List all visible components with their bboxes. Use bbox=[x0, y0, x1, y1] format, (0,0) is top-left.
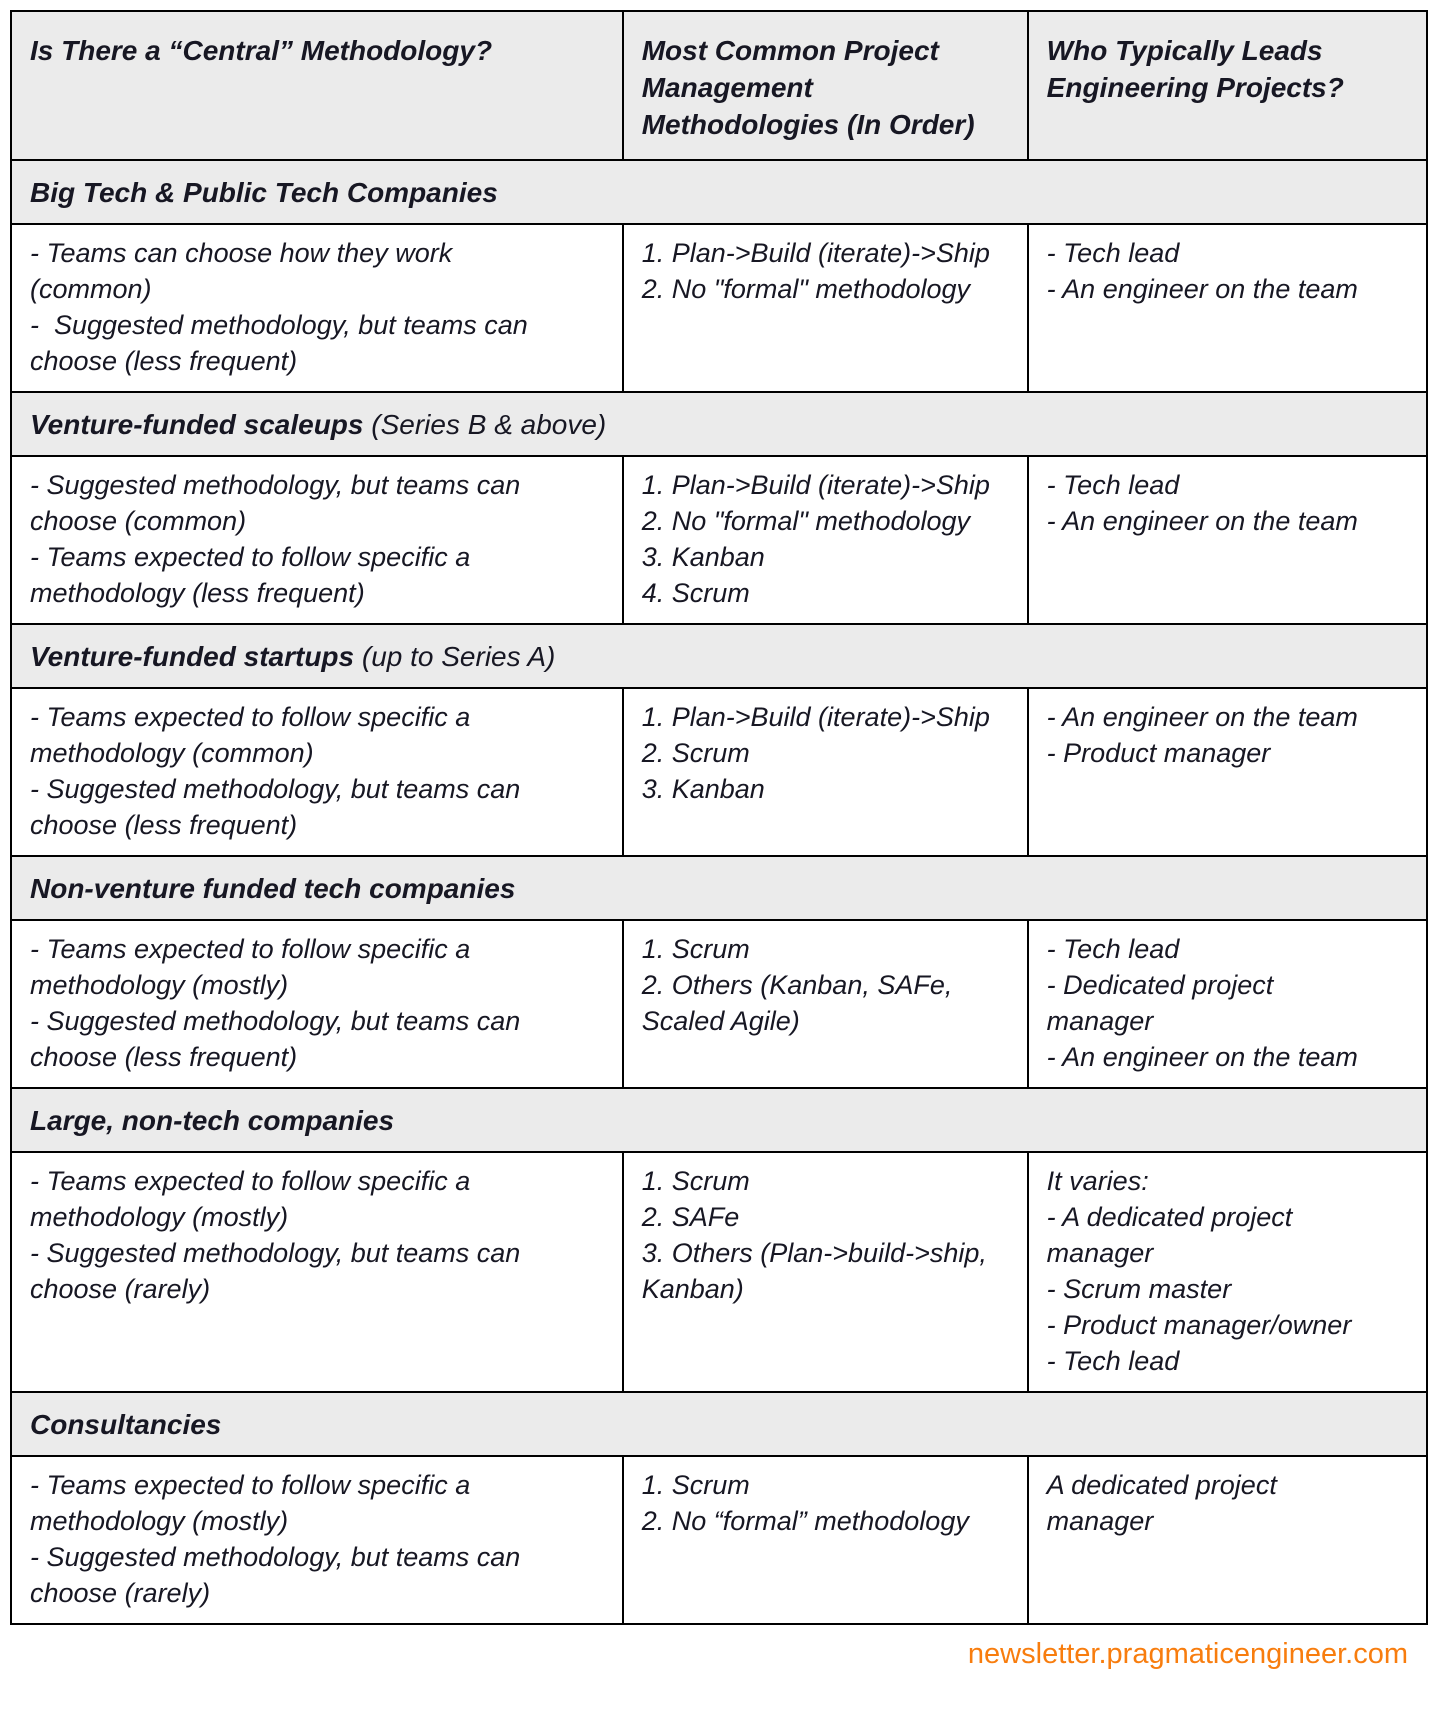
cell-common-methodologies-vc-startups bbox=[623, 688, 1028, 856]
cell-line: - Scrum master bbox=[1046, 1274, 1232, 1304]
cell-line: 2. No "formal" methodology bbox=[641, 506, 971, 536]
cell-line: - Tech lead bbox=[1046, 470, 1180, 500]
data-row-consultancies bbox=[11, 1456, 1427, 1624]
cell-line: - Tech lead bbox=[1046, 1346, 1180, 1376]
cell-line: 2. SAFe bbox=[641, 1202, 740, 1232]
cell-line: 3. Others (Plan->build->ship, bbox=[641, 1238, 987, 1268]
cell-line: Scaled Agile) bbox=[641, 1006, 800, 1036]
cell-who-leads-consultancies bbox=[1028, 1456, 1427, 1624]
cell-common-methodologies-consultancies bbox=[623, 1456, 1028, 1624]
section-title-bold: Large, non-tech companies bbox=[30, 1105, 395, 1136]
section-title-bold: Venture-funded startups bbox=[30, 641, 355, 672]
cell-line: manager bbox=[1046, 1238, 1154, 1268]
section-title-vc-scaleups bbox=[11, 392, 1427, 456]
cell-line: 2. Others (Kanban, SAFe, bbox=[641, 970, 953, 1000]
section-title-suffix: (Series B & above) bbox=[363, 409, 607, 440]
cell-line: choose (less frequent) bbox=[30, 1042, 298, 1072]
cell-line: 2. No “formal” methodology bbox=[641, 1506, 969, 1536]
data-row-vc-startups bbox=[11, 688, 1427, 856]
cell-who-leads-vc-startups bbox=[1028, 688, 1427, 856]
cell-line: methodology (mostly) bbox=[30, 1202, 289, 1232]
cell-line: 1. Scrum bbox=[641, 934, 750, 964]
cell-line: - Suggested methodology, but teams can bbox=[30, 1006, 521, 1036]
cell-central-methodology-vc-scaleups bbox=[11, 456, 623, 624]
cell-line: methodology (common) bbox=[30, 738, 314, 768]
cell-line: - Product manager bbox=[1046, 738, 1271, 768]
cell-line: It varies: bbox=[1046, 1166, 1149, 1196]
cell-line: 3. Kanban bbox=[641, 774, 765, 804]
cell-line: - Tech lead bbox=[1046, 934, 1180, 964]
section-row-consultancies bbox=[11, 1392, 1427, 1456]
cell-line: 4. Scrum bbox=[641, 578, 750, 608]
cell-line: 1. Plan->Build (iterate)->Ship bbox=[641, 702, 990, 732]
data-row-non-venture bbox=[11, 920, 1427, 1088]
cell-line: - Product manager/owner bbox=[1046, 1310, 1352, 1340]
cell-who-leads-vc-scaleups bbox=[1028, 456, 1427, 624]
cell-line: - Suggested methodology, but teams can bbox=[30, 310, 528, 340]
cell-common-methodologies-vc-scaleups bbox=[623, 456, 1028, 624]
methodology-table bbox=[10, 10, 1428, 1625]
newsletter-link[interactable]: newsletter.pragmaticengineer.com bbox=[967, 1638, 1408, 1670]
cell-common-methodologies-big-tech bbox=[623, 224, 1028, 392]
cell-line: manager bbox=[1046, 1506, 1154, 1536]
section-title-vc-startups bbox=[11, 624, 1427, 688]
section-title-bold: Consultancies bbox=[30, 1409, 222, 1440]
cell-line: 2. No "formal" methodology bbox=[641, 274, 971, 304]
cell-who-leads-big-tech bbox=[1028, 224, 1427, 392]
cell-central-methodology-consultancies bbox=[11, 1456, 623, 1624]
cell-line: 2. Scrum bbox=[641, 738, 750, 768]
cell-common-methodologies-non-venture bbox=[623, 920, 1028, 1088]
cell-line: - Dedicated project bbox=[1046, 970, 1274, 1000]
cell-line: - Suggested methodology, but teams can bbox=[30, 774, 521, 804]
cell-line: - An engineer on the team bbox=[1046, 1042, 1358, 1072]
cell-line: 1. Scrum bbox=[641, 1470, 750, 1500]
cell-line: - Teams expected to follow specific a bbox=[30, 542, 471, 572]
cell-line: A dedicated project bbox=[1046, 1470, 1277, 1500]
section-title-bold: Big Tech & Public Tech Companies bbox=[30, 177, 498, 208]
cell-central-methodology-vc-startups bbox=[11, 688, 623, 856]
cell-who-leads-non-venture bbox=[1028, 920, 1427, 1088]
cell-line: 1. Scrum bbox=[641, 1166, 750, 1196]
data-row-big-tech bbox=[11, 224, 1427, 392]
cell-line: - Teams expected to follow specific a bbox=[30, 1166, 471, 1196]
section-row-vc-startups bbox=[11, 624, 1427, 688]
column-header-central-methodology: Is There a “Central” Methodology? bbox=[11, 11, 623, 160]
cell-line: choose (less frequent) bbox=[30, 810, 298, 840]
cell-line: - A dedicated project bbox=[1046, 1202, 1293, 1232]
cell-line: - Teams expected to follow specific a bbox=[30, 934, 471, 964]
cell-line: - Suggested methodology, but teams can bbox=[30, 470, 521, 500]
cell-line: (common) bbox=[30, 274, 152, 304]
column-header-who-leads: Who Typically Leads Engineering Projects? bbox=[1028, 11, 1427, 160]
cell-line: - Suggested methodology, but teams can bbox=[30, 1238, 521, 1268]
data-row-vc-scaleups bbox=[11, 456, 1427, 624]
cell-line: - Teams can choose how they work bbox=[30, 238, 453, 268]
section-title-suffix: (up to Series A) bbox=[354, 641, 556, 672]
section-row-vc-scaleups bbox=[11, 392, 1427, 456]
column-header-common-methodologies: Most Common Project Management Methodologies (In Order) bbox=[623, 11, 1028, 160]
section-row-big-tech bbox=[11, 160, 1427, 224]
cell-line: choose (rarely) bbox=[30, 1274, 211, 1304]
cell-line: 1. Plan->Build (iterate)->Ship bbox=[641, 238, 990, 268]
cell-central-methodology-non-venture bbox=[11, 920, 623, 1088]
cell-line: Kanban) bbox=[641, 1274, 744, 1304]
cell-line: methodology (less frequent) bbox=[30, 578, 365, 608]
cell-line: methodology (mostly) bbox=[30, 1506, 289, 1536]
cell-line: methodology (mostly) bbox=[30, 970, 289, 1000]
data-row-large-non-tech bbox=[11, 1152, 1427, 1392]
section-title-consultancies bbox=[11, 1392, 1427, 1456]
section-title-non-venture bbox=[11, 856, 1427, 920]
cell-central-methodology-big-tech bbox=[11, 224, 623, 392]
section-title-bold: Non-venture funded tech companies bbox=[30, 873, 516, 904]
cell-line: - An engineer on the team bbox=[1046, 702, 1358, 732]
cell-common-methodologies-large-non-tech bbox=[623, 1152, 1028, 1392]
cell-line: - Teams expected to follow specific a bbox=[30, 1470, 471, 1500]
cell-line: 1. Plan->Build (iterate)->Ship bbox=[641, 470, 990, 500]
section-title-large-non-tech bbox=[11, 1088, 1427, 1152]
cell-line: - Suggested methodology, but teams can bbox=[30, 1542, 521, 1572]
section-title-big-tech bbox=[11, 160, 1427, 224]
cell-line: - An engineer on the team bbox=[1046, 506, 1358, 536]
cell-line: choose (common) bbox=[30, 506, 247, 536]
cell-line: choose (less frequent) bbox=[30, 346, 298, 376]
cell-line: 3. Kanban bbox=[641, 542, 765, 572]
cell-line: manager bbox=[1046, 1006, 1154, 1036]
cell-line: - Tech lead bbox=[1046, 238, 1180, 268]
section-row-non-venture bbox=[11, 856, 1427, 920]
cell-line: - Teams expected to follow specific a bbox=[30, 702, 471, 732]
header-row bbox=[11, 11, 1427, 160]
section-row-large-non-tech bbox=[11, 1088, 1427, 1152]
cell-who-leads-large-non-tech bbox=[1028, 1152, 1427, 1392]
cell-central-methodology-large-non-tech bbox=[11, 1152, 623, 1392]
section-title-bold: Venture-funded scaleups bbox=[30, 409, 364, 440]
cell-line: choose (rarely) bbox=[30, 1578, 211, 1608]
cell-line: - An engineer on the team bbox=[1046, 274, 1358, 304]
